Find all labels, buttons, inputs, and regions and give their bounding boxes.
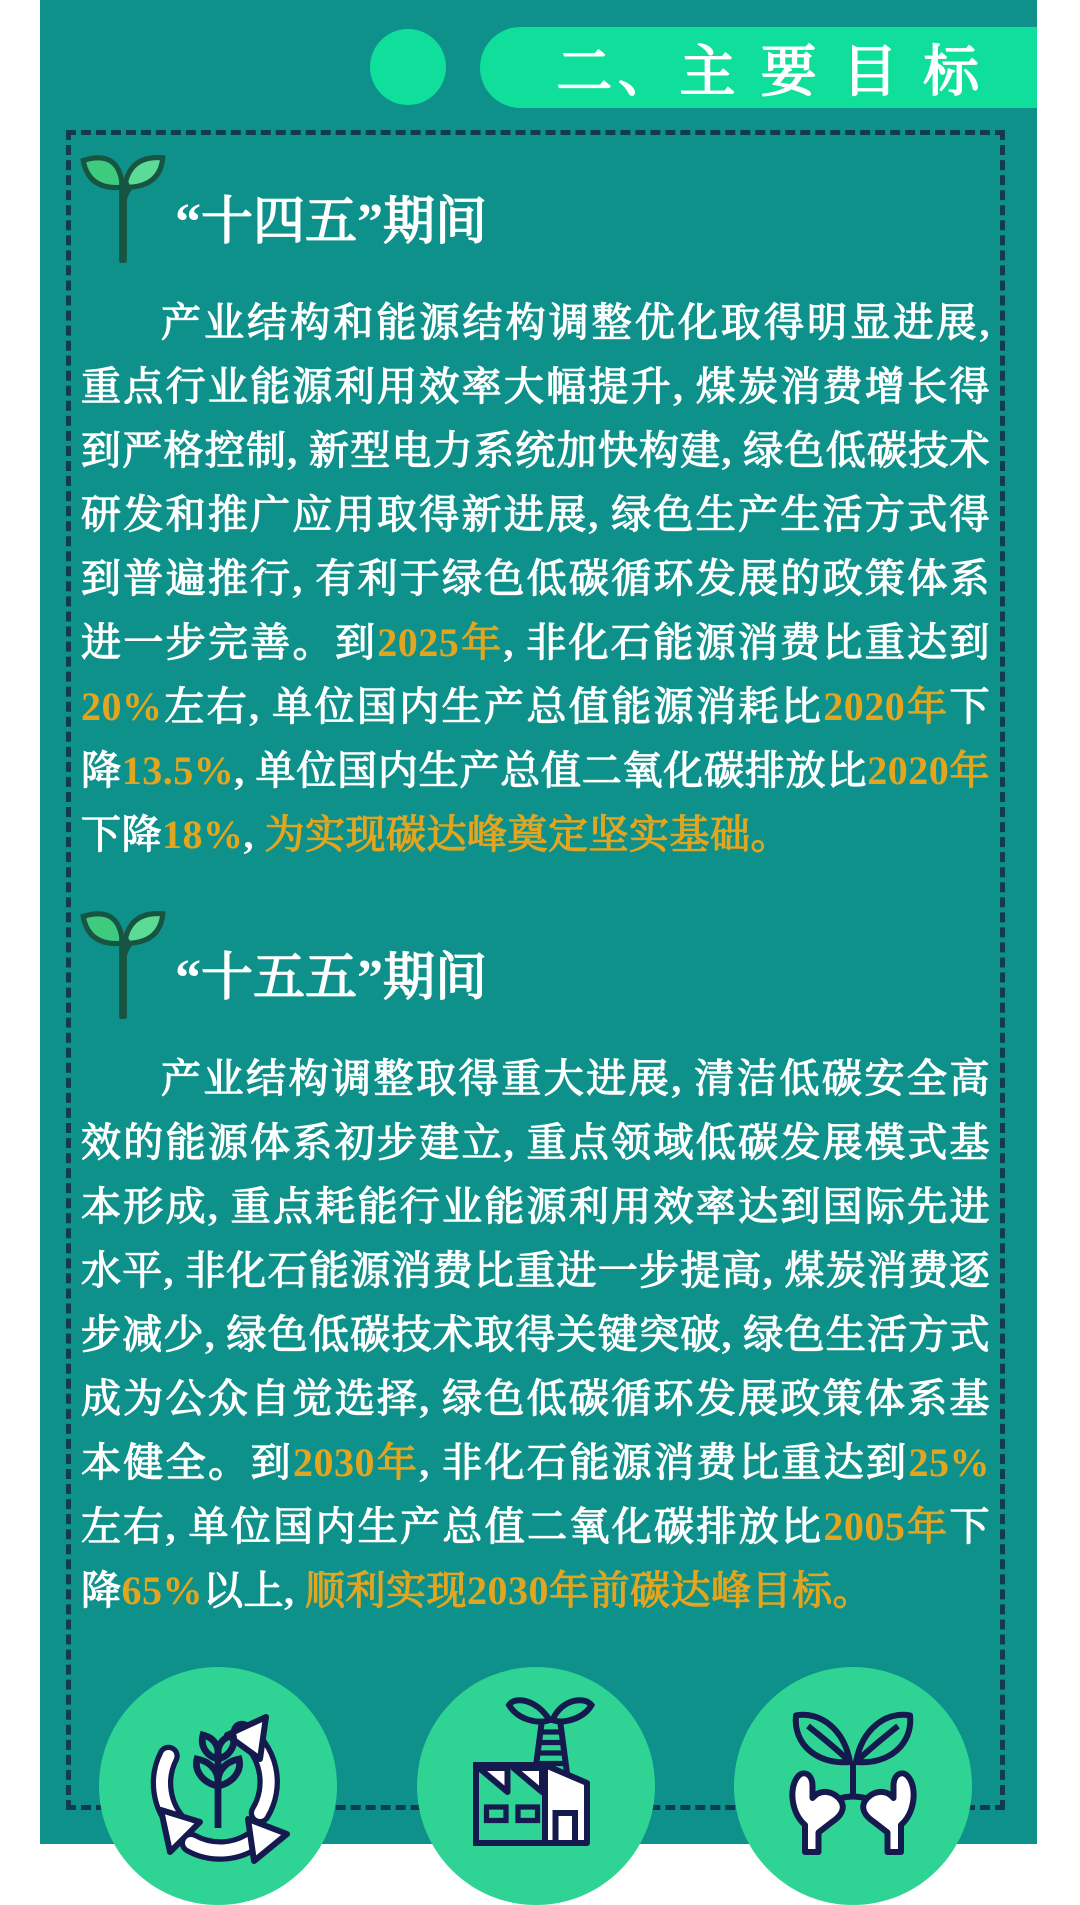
text-segment: 左右, 单位国内生产总值能源消耗比 — [162, 684, 824, 729]
sprout-icon — [77, 145, 169, 263]
text-segment: , — [243, 812, 265, 857]
text-segment: 20% — [81, 684, 163, 729]
text-segment: 以上, — [203, 1568, 305, 1613]
footer-icons-row — [81, 1667, 990, 1905]
text-segment: 65% — [121, 1568, 203, 1613]
hands-plant-icon — [734, 1667, 972, 1905]
recycle-plant-icon — [99, 1667, 337, 1905]
text-segment: 下降 — [81, 684, 991, 793]
text-segment: 为实现碳达峰奠定坚实基础。 — [264, 812, 791, 857]
section-2-paragraph — [81, 1047, 990, 1623]
text-segment: 产业结构和能源结构调整优化取得明显进展, 重点行业能源利用效率大幅提升, 煤炭消费增长得到严格控制, 新型电力系统加快构建, 绿色低碳技术研发和推广应用取得新进展, 绿色生产生活方式得到普遍推行, 有利于绿色低碳循环发展的政策体系进一步完善。到 — [81, 300, 990, 665]
text-segment: 产业结构调整取得重大进展, 清洁低碳安全高效的能源体系初步建立, 重点领域低碳发展模式基本形成, 重点耗能行业能源利用效率达到国际先进水平, 非化石能源消费比重进一步提高, 煤炭消费逐步减少, 绿色低碳技术取得关键突破, 绿色生活方式成为公众自觉选择, 绿色低碳循环发展政策体系基本健全。到 — [81, 1056, 990, 1485]
text-segment: 顺利实现2030年前碳达峰目标。 — [305, 1568, 873, 1613]
text-segment: , 非化石能源消费比重达到 — [419, 1440, 909, 1485]
section-1-paragraph — [81, 291, 990, 867]
text-segment: 2020年 — [823, 684, 950, 729]
section-2-title: “十五五”期间 — [175, 950, 488, 1007]
page-title: 二、主 要 目 标 — [556, 41, 985, 104]
section-1-title: “十四五”期间 — [175, 194, 488, 251]
eco-factory-icon — [417, 1667, 655, 1905]
text-segment: 2005年 — [823, 1504, 950, 1549]
section-2-heading — [81, 901, 990, 1019]
text-segment: , 单位国内生产总值二氧化碳排放比 — [234, 748, 868, 793]
text-segment: 2020年 — [867, 748, 991, 793]
text-segment: 下降 — [81, 1504, 991, 1613]
teal-panel — [40, 0, 1037, 1844]
text-segment: 13.5% — [121, 748, 235, 793]
header-banner — [480, 27, 1037, 108]
header-dot — [370, 29, 446, 105]
text-segment: 下降 — [81, 812, 162, 857]
text-segment: , 非化石能源消费比重达到 — [503, 620, 991, 665]
text-segment: 左右, 单位国内生产总值二氧化碳排放比 — [81, 1504, 824, 1549]
content-frame — [66, 130, 1005, 1810]
sprout-icon — [77, 901, 169, 1019]
text-segment: 25% — [908, 1440, 991, 1485]
section-1-heading — [81, 145, 990, 263]
text-segment: 18% — [162, 812, 244, 857]
text-segment: 2025年 — [377, 620, 504, 665]
text-segment: 2030年 — [292, 1440, 420, 1485]
